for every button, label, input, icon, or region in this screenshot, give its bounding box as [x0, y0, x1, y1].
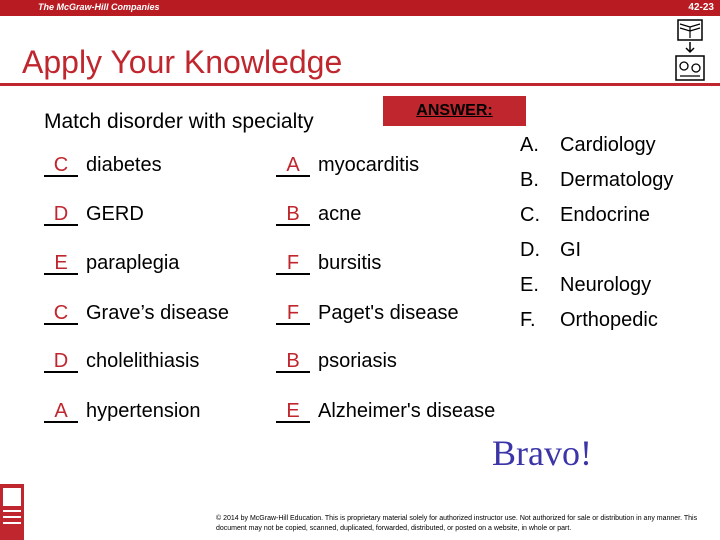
answer-label: ANSWER: — [383, 96, 526, 126]
answer-blank: C — [44, 156, 78, 177]
disorder-label: myocarditis — [318, 154, 420, 176]
match-row — [44, 302, 229, 325]
disorder-label: diabetes — [86, 154, 162, 176]
header-bar — [0, 0, 720, 16]
match-row — [276, 252, 381, 275]
publisher-name: The McGraw-Hill Companies — [38, 2, 160, 12]
specialty-item — [520, 239, 673, 274]
answer-blank: A — [276, 156, 310, 177]
answer-blank: D — [44, 205, 78, 226]
answer-blank: D — [44, 352, 78, 373]
match-row — [44, 252, 179, 275]
specialty-name: Dermatology — [560, 169, 674, 191]
match-row — [44, 203, 144, 226]
answer-blank: B — [276, 352, 310, 373]
specialty-name: GI — [560, 239, 582, 261]
specialty-item — [520, 169, 673, 204]
specialty-name: Neurology — [560, 274, 652, 296]
disorder-label: bursitis — [318, 252, 382, 274]
specialty-letter: C. — [520, 204, 540, 226]
answer-blank: B — [276, 205, 310, 226]
match-row — [276, 302, 459, 325]
specialty-name: Orthopedic — [560, 309, 658, 331]
disorder-label: GERD — [86, 203, 144, 225]
disorder-label: Paget's disease — [318, 302, 459, 324]
publisher-logo-icon — [0, 484, 24, 540]
match-row — [276, 400, 495, 423]
disorder-label: hypertension — [86, 400, 201, 422]
disorder-label: cholelithiasis — [86, 350, 200, 372]
specialty-item — [520, 204, 673, 239]
specialty-letter: E. — [520, 274, 539, 296]
match-row — [44, 350, 199, 373]
answer-blank: F — [276, 304, 310, 325]
match-row — [44, 400, 201, 423]
answer-blank: A — [44, 402, 78, 423]
specialty-letter: B. — [520, 169, 539, 191]
answer-blank: F — [276, 254, 310, 275]
match-row — [276, 154, 419, 177]
specialty-name: Cardiology — [560, 134, 656, 156]
title-divider — [0, 83, 720, 86]
disorder-label: Alzheimer's disease — [318, 400, 496, 422]
answer-blank: E — [276, 402, 310, 423]
specialty-name: Endocrine — [560, 204, 651, 226]
slide-number: 42-23 — [688, 2, 714, 13]
slide-title: Apply Your Knowledge — [22, 44, 343, 80]
disorder-label: paraplegia — [86, 252, 180, 274]
bravo-text: Bravo! — [492, 433, 592, 473]
match-row — [276, 203, 361, 226]
specialty-letter: F. — [520, 309, 536, 331]
match-row — [44, 154, 162, 177]
specialty-item — [520, 134, 673, 169]
specialty-item — [520, 309, 673, 344]
answer-blank: E — [44, 254, 78, 275]
disorder-label: acne — [318, 203, 362, 225]
specialty-letter: A. — [520, 134, 539, 156]
disorder-label: Grave’s disease — [86, 302, 230, 324]
match-row — [276, 350, 397, 373]
book-puzzle-icon — [668, 18, 710, 84]
instruction-text: Match disorder with specialty — [44, 110, 314, 133]
specialty-item — [520, 274, 673, 309]
answer-blank: C — [44, 304, 78, 325]
disorder-label: psoriasis — [318, 350, 397, 372]
specialty-list — [520, 134, 673, 344]
specialty-letter: D. — [520, 239, 540, 261]
copyright-notice: © 2014 by McGraw-Hill Education. This is proprietary material solely for authorized instructor use. Not authorized for sale or distribution in any manner. This document may not be copied, scanned, duplicated, forwarded, distributed, or posted on a website, in whole or part. — [216, 515, 698, 532]
